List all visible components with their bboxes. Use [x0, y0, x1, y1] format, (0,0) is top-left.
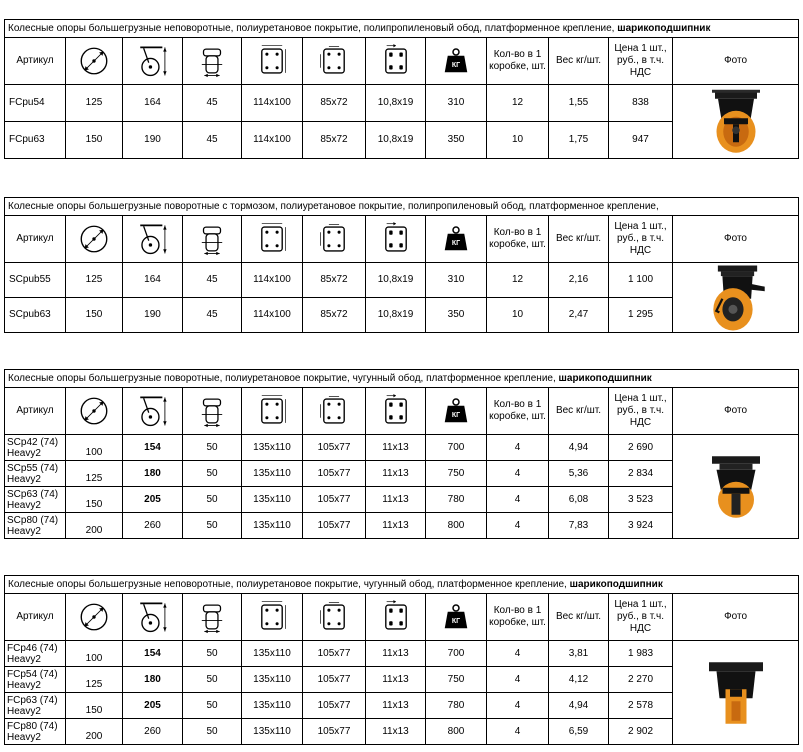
bolts-cell: 105x77 — [303, 719, 366, 745]
weight-header: Вес кг/шт. — [549, 594, 609, 641]
price-cell: 1 100 — [609, 263, 673, 298]
article-cell: FCpu63 — [5, 122, 66, 159]
qty-cell: 4 — [487, 513, 549, 539]
load-weight-icon: КГ — [426, 38, 487, 85]
weight-cell: 6,08 — [549, 487, 609, 513]
section-4 — [4, 575, 798, 745]
load-cell: 310 — [426, 85, 487, 122]
bolts-cell: 105x77 — [303, 513, 366, 539]
height-cell: 190 — [123, 122, 183, 159]
plate-cell: 114x100 — [242, 263, 303, 298]
article-cell: FCp54 (74) Heavy2 — [5, 667, 66, 693]
wheel-width-icon — [183, 594, 242, 641]
price-cell: 2 834 — [609, 461, 673, 487]
bolts-cell: 105x77 — [303, 435, 366, 461]
qty-header: Кол-во в 1 коробке, шт. — [487, 594, 549, 641]
section-1 — [4, 19, 798, 159]
weight-header: Вес кг/шт. — [549, 388, 609, 435]
width-cell: 50 — [183, 513, 242, 539]
qty-cell: 12 — [487, 263, 549, 298]
weight-cell: 4,12 — [549, 667, 609, 693]
price-cell: 947 — [609, 122, 673, 159]
bolts-cell: 105x77 — [303, 667, 366, 693]
table-row — [5, 263, 799, 298]
weight-cell: 2,16 — [549, 263, 609, 298]
plate-cell: 135x110 — [242, 641, 303, 667]
weight-cell: 1,75 — [549, 122, 609, 159]
qty-cell: 4 — [487, 667, 549, 693]
photo-header: Фото — [673, 38, 799, 85]
article-cell: SCpub63 — [5, 298, 66, 333]
hole-cell: 11x13 — [366, 693, 426, 719]
bolts-cell: 105x77 — [303, 693, 366, 719]
load-cell: 780 — [426, 487, 487, 513]
article-cell: SCp63 (74) Heavy2 — [5, 487, 66, 513]
plate-cell: 114x100 — [242, 85, 303, 122]
height-cell: 205 — [123, 693, 183, 719]
bolt-hole-icon — [366, 388, 426, 435]
width-cell: 50 — [183, 641, 242, 667]
section-title: Колесные опоры большегрузные поворотные, полиуретановое покрытие, чугунный обод, платформенное крепление, шарикоподшипник — [5, 370, 799, 388]
hole-cell: 10,8x19 — [366, 298, 426, 333]
load-cell: 700 — [426, 641, 487, 667]
wheel-width-icon — [183, 388, 242, 435]
bolts-cell: 85x72 — [303, 263, 366, 298]
caster-photo — [673, 641, 799, 745]
photo-header: Фото — [673, 594, 799, 641]
diameter-cell: 200 — [66, 719, 123, 745]
bolts-cell: 105x77 — [303, 461, 366, 487]
load-cell: 800 — [426, 719, 487, 745]
bolt-hole-icon — [366, 216, 426, 263]
price-cell: 3 924 — [609, 513, 673, 539]
diameter-icon — [66, 216, 123, 263]
load-cell: 700 — [426, 435, 487, 461]
height-icon — [123, 388, 183, 435]
bolts-cell: 85x72 — [303, 122, 366, 159]
weight-cell: 5,36 — [549, 461, 609, 487]
hole-cell: 11x13 — [366, 719, 426, 745]
article-cell: SCp80 (74) Heavy2 — [5, 513, 66, 539]
hole-cell: 11x13 — [366, 641, 426, 667]
diameter-icon — [66, 388, 123, 435]
plate-size-icon — [242, 388, 303, 435]
bolt-hole-icon — [366, 594, 426, 641]
bolts-cell: 85x72 — [303, 85, 366, 122]
table-row — [5, 641, 799, 667]
price-header: Цена 1 шт., руб., в т.ч. НДС — [609, 38, 673, 85]
diameter-cell: 200 — [66, 513, 123, 539]
section-3 — [4, 369, 798, 539]
diameter-cell: 150 — [66, 122, 123, 159]
plate-size-icon — [242, 38, 303, 85]
price-header: Цена 1 шт., руб., в т.ч. НДС — [609, 594, 673, 641]
qty-cell: 4 — [487, 641, 549, 667]
bolts-cell: 105x77 — [303, 487, 366, 513]
load-cell: 310 — [426, 263, 487, 298]
weight-cell: 7,83 — [549, 513, 609, 539]
height-cell: 154 — [123, 435, 183, 461]
weight-header: Вес кг/шт. — [549, 38, 609, 85]
qty-header: Кол-во в 1 коробке, шт. — [487, 38, 549, 85]
article-cell: FCpu54 — [5, 85, 66, 122]
load-cell: 780 — [426, 693, 487, 719]
hole-cell: 10,8x19 — [366, 122, 426, 159]
caster-photo — [673, 263, 799, 333]
qty-cell: 4 — [487, 693, 549, 719]
price-header: Цена 1 шт., руб., в т.ч. НДС — [609, 216, 673, 263]
height-cell: 154 — [123, 641, 183, 667]
diameter-cell: 125 — [66, 667, 123, 693]
plate-cell: 135x110 — [242, 461, 303, 487]
weight-cell: 2,47 — [549, 298, 609, 333]
plate-size-icon — [242, 594, 303, 641]
hole-cell: 11x13 — [366, 487, 426, 513]
article-cell: FCp63 (74) Heavy2 — [5, 693, 66, 719]
caster-photo — [673, 435, 799, 539]
load-cell: 750 — [426, 461, 487, 487]
diameter-icon — [66, 594, 123, 641]
width-cell: 45 — [183, 85, 242, 122]
section-2-table — [4, 197, 799, 333]
plate-cell: 135x110 — [242, 513, 303, 539]
diameter-cell: 100 — [66, 435, 123, 461]
height-cell: 260 — [123, 513, 183, 539]
price-cell: 2 902 — [609, 719, 673, 745]
qty-cell: 12 — [487, 85, 549, 122]
article-cell: SCp55 (74) Heavy2 — [5, 461, 66, 487]
load-cell: 350 — [426, 298, 487, 333]
article-cell: SCpub55 — [5, 263, 66, 298]
article-header: Артикул — [5, 388, 66, 435]
table-row — [5, 435, 799, 461]
qty-cell: 4 — [487, 435, 549, 461]
table-row — [5, 85, 799, 122]
width-cell: 50 — [183, 719, 242, 745]
hole-cell: 11x13 — [366, 513, 426, 539]
qty-cell: 4 — [487, 487, 549, 513]
wheel-width-icon — [183, 216, 242, 263]
bolt-spacing-icon — [303, 388, 366, 435]
load-weight-icon: КГ — [426, 388, 487, 435]
bolts-cell: 85x72 — [303, 298, 366, 333]
diameter-cell: 125 — [66, 85, 123, 122]
article-cell: SCp42 (74) Heavy2 — [5, 435, 66, 461]
article-header: Артикул — [5, 38, 66, 85]
width-cell: 45 — [183, 298, 242, 333]
load-cell: 750 — [426, 667, 487, 693]
qty-header: Кол-во в 1 коробке, шт. — [487, 388, 549, 435]
width-cell: 50 — [183, 487, 242, 513]
section-title: Колесные опоры большегрузные неповоротные, полиуретановое покрытие, чугунный обод, платформенное крепление, шарикоподшипник — [5, 576, 799, 594]
hole-cell: 10,8x19 — [366, 85, 426, 122]
bolt-hole-icon — [366, 38, 426, 85]
bolts-cell: 105x77 — [303, 641, 366, 667]
qty-cell: 4 — [487, 461, 549, 487]
wheel-width-icon — [183, 38, 242, 85]
height-cell: 205 — [123, 487, 183, 513]
hole-cell: 11x13 — [366, 667, 426, 693]
height-icon — [123, 594, 183, 641]
qty-header: Кол-во в 1 коробке, шт. — [487, 216, 549, 263]
plate-cell: 135x110 — [242, 435, 303, 461]
hole-cell: 10,8x19 — [366, 263, 426, 298]
weight-cell: 4,94 — [549, 435, 609, 461]
diameter-cell: 125 — [66, 461, 123, 487]
diameter-cell: 150 — [66, 693, 123, 719]
plate-cell: 114x100 — [242, 298, 303, 333]
plate-cell: 135x110 — [242, 693, 303, 719]
plate-cell: 135x110 — [242, 487, 303, 513]
qty-cell: 10 — [487, 298, 549, 333]
diameter-cell: 150 — [66, 487, 123, 513]
plate-cell: 114x100 — [242, 122, 303, 159]
load-weight-icon: КГ — [426, 594, 487, 641]
bolt-spacing-icon — [303, 594, 366, 641]
plate-cell: 135x110 — [242, 719, 303, 745]
photo-header: Фото — [673, 216, 799, 263]
price-cell: 2 270 — [609, 667, 673, 693]
width-cell: 50 — [183, 667, 242, 693]
hole-cell: 11x13 — [366, 435, 426, 461]
height-icon — [123, 216, 183, 263]
height-cell: 260 — [123, 719, 183, 745]
price-cell: 838 — [609, 85, 673, 122]
load-cell: 350 — [426, 122, 487, 159]
height-icon — [123, 38, 183, 85]
plate-cell: 135x110 — [242, 667, 303, 693]
section-title: Колесные опоры большегрузные неповоротные, полиуретановое покрытие, полипропиленовый обод, платформенное крепление, шарикоподшипник — [5, 20, 799, 38]
bolt-spacing-icon — [303, 38, 366, 85]
height-cell: 180 — [123, 667, 183, 693]
plate-size-icon — [242, 216, 303, 263]
section-4-table — [4, 575, 799, 745]
height-cell: 164 — [123, 85, 183, 122]
qty-cell: 10 — [487, 122, 549, 159]
diameter-cell: 150 — [66, 298, 123, 333]
price-cell: 3 523 — [609, 487, 673, 513]
section-1-table — [4, 19, 799, 159]
diameter-cell: 125 — [66, 263, 123, 298]
photo-header: Фото — [673, 388, 799, 435]
load-weight-icon: КГ — [426, 216, 487, 263]
article-header: Артикул — [5, 594, 66, 641]
weight-cell: 1,55 — [549, 85, 609, 122]
price-cell: 1 295 — [609, 298, 673, 333]
price-header: Цена 1 шт., руб., в т.ч. НДС — [609, 388, 673, 435]
diameter-cell: 100 — [66, 641, 123, 667]
diameter-icon — [66, 38, 123, 85]
article-cell: FCp46 (74) Heavy2 — [5, 641, 66, 667]
weight-cell: 3,81 — [549, 641, 609, 667]
width-cell: 50 — [183, 435, 242, 461]
width-cell: 50 — [183, 461, 242, 487]
weight-header: Вес кг/шт. — [549, 216, 609, 263]
price-cell: 1 983 — [609, 641, 673, 667]
load-cell: 800 — [426, 513, 487, 539]
price-cell: 2 690 — [609, 435, 673, 461]
article-header: Артикул — [5, 216, 66, 263]
price-cell: 2 578 — [609, 693, 673, 719]
caster-photo — [673, 85, 799, 159]
width-cell: 50 — [183, 693, 242, 719]
section-3-table — [4, 369, 799, 539]
article-cell: FCp80 (74) Heavy2 — [5, 719, 66, 745]
weight-cell: 4,94 — [549, 693, 609, 719]
weight-cell: 6,59 — [549, 719, 609, 745]
height-cell: 164 — [123, 263, 183, 298]
width-cell: 45 — [183, 122, 242, 159]
height-cell: 180 — [123, 461, 183, 487]
qty-cell: 4 — [487, 719, 549, 745]
section-title: Колесные опоры большегрузные поворотные с тормозом, полиуретановое покрытие, полипропиленовый обод, платформенное крепление, — [5, 198, 799, 216]
bolt-spacing-icon — [303, 216, 366, 263]
width-cell: 45 — [183, 263, 242, 298]
section-2 — [4, 197, 798, 333]
height-cell: 190 — [123, 298, 183, 333]
hole-cell: 11x13 — [366, 461, 426, 487]
